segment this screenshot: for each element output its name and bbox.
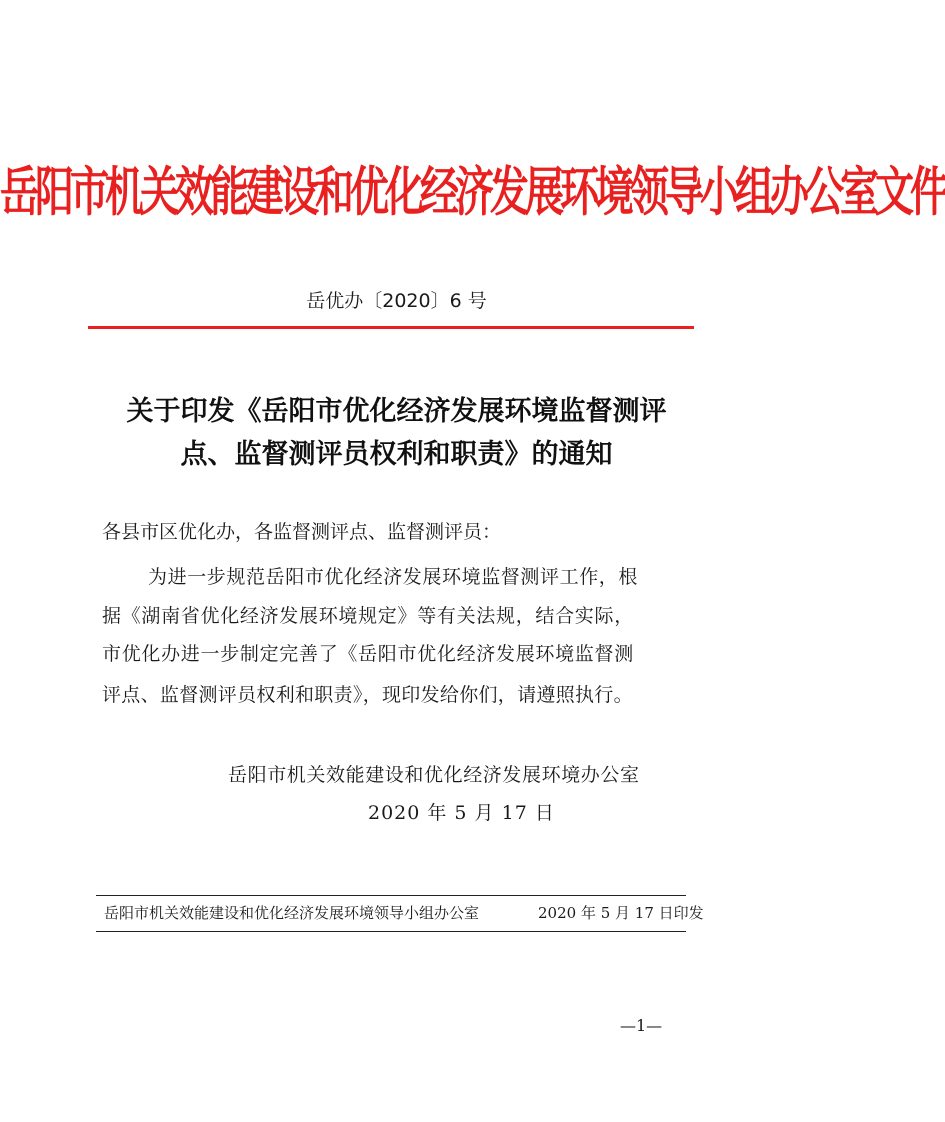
body-paragraph-line: 为进一步规范岳阳市优化经济发展环境监督测评工作，根	[148, 566, 639, 588]
document-header-title: 岳阳市机关效能建设和优化经济发展环境领导小组办公室文件	[0, 161, 945, 224]
notice-title-line-2: 点、监督测评员权利和职责》的通知	[180, 439, 613, 470]
signature-organization: 岳阳市机关效能建设和优化经济发展环境办公室	[228, 764, 640, 786]
footer-issue-date: 2020 年 5 月 17 日印发	[538, 904, 704, 922]
salutation: 各县市区优化办，各监督测评点、监督测评员：	[102, 521, 502, 543]
document-number: 岳优办〔2020〕6 号	[306, 290, 487, 312]
signature-date: 2020 年 5 月 17 日	[368, 802, 555, 824]
footer-bottom-rule	[96, 931, 686, 932]
footer-issuing-organization: 岳阳市机关效能建设和优化经济发展环境领导小组办公室	[104, 904, 480, 922]
notice-title-line-1: 关于印发《岳阳市优化经济发展环境监督测评	[126, 396, 667, 427]
body-paragraph-line: 据《湖南省优化经济发展环境规定》等有关法规，结合实际，	[102, 605, 634, 627]
body-paragraph-line: 评点、监督测评员权利和职责》，现印发给你们，请遵照执行。	[102, 684, 633, 706]
footer-top-rule	[96, 895, 686, 896]
header-red-divider	[88, 326, 694, 329]
body-paragraph-line: 市优化办进一步制定完善了《岳阳市优化经济发展环境监督测	[102, 643, 634, 665]
page-number: —1—	[620, 1016, 663, 1035]
